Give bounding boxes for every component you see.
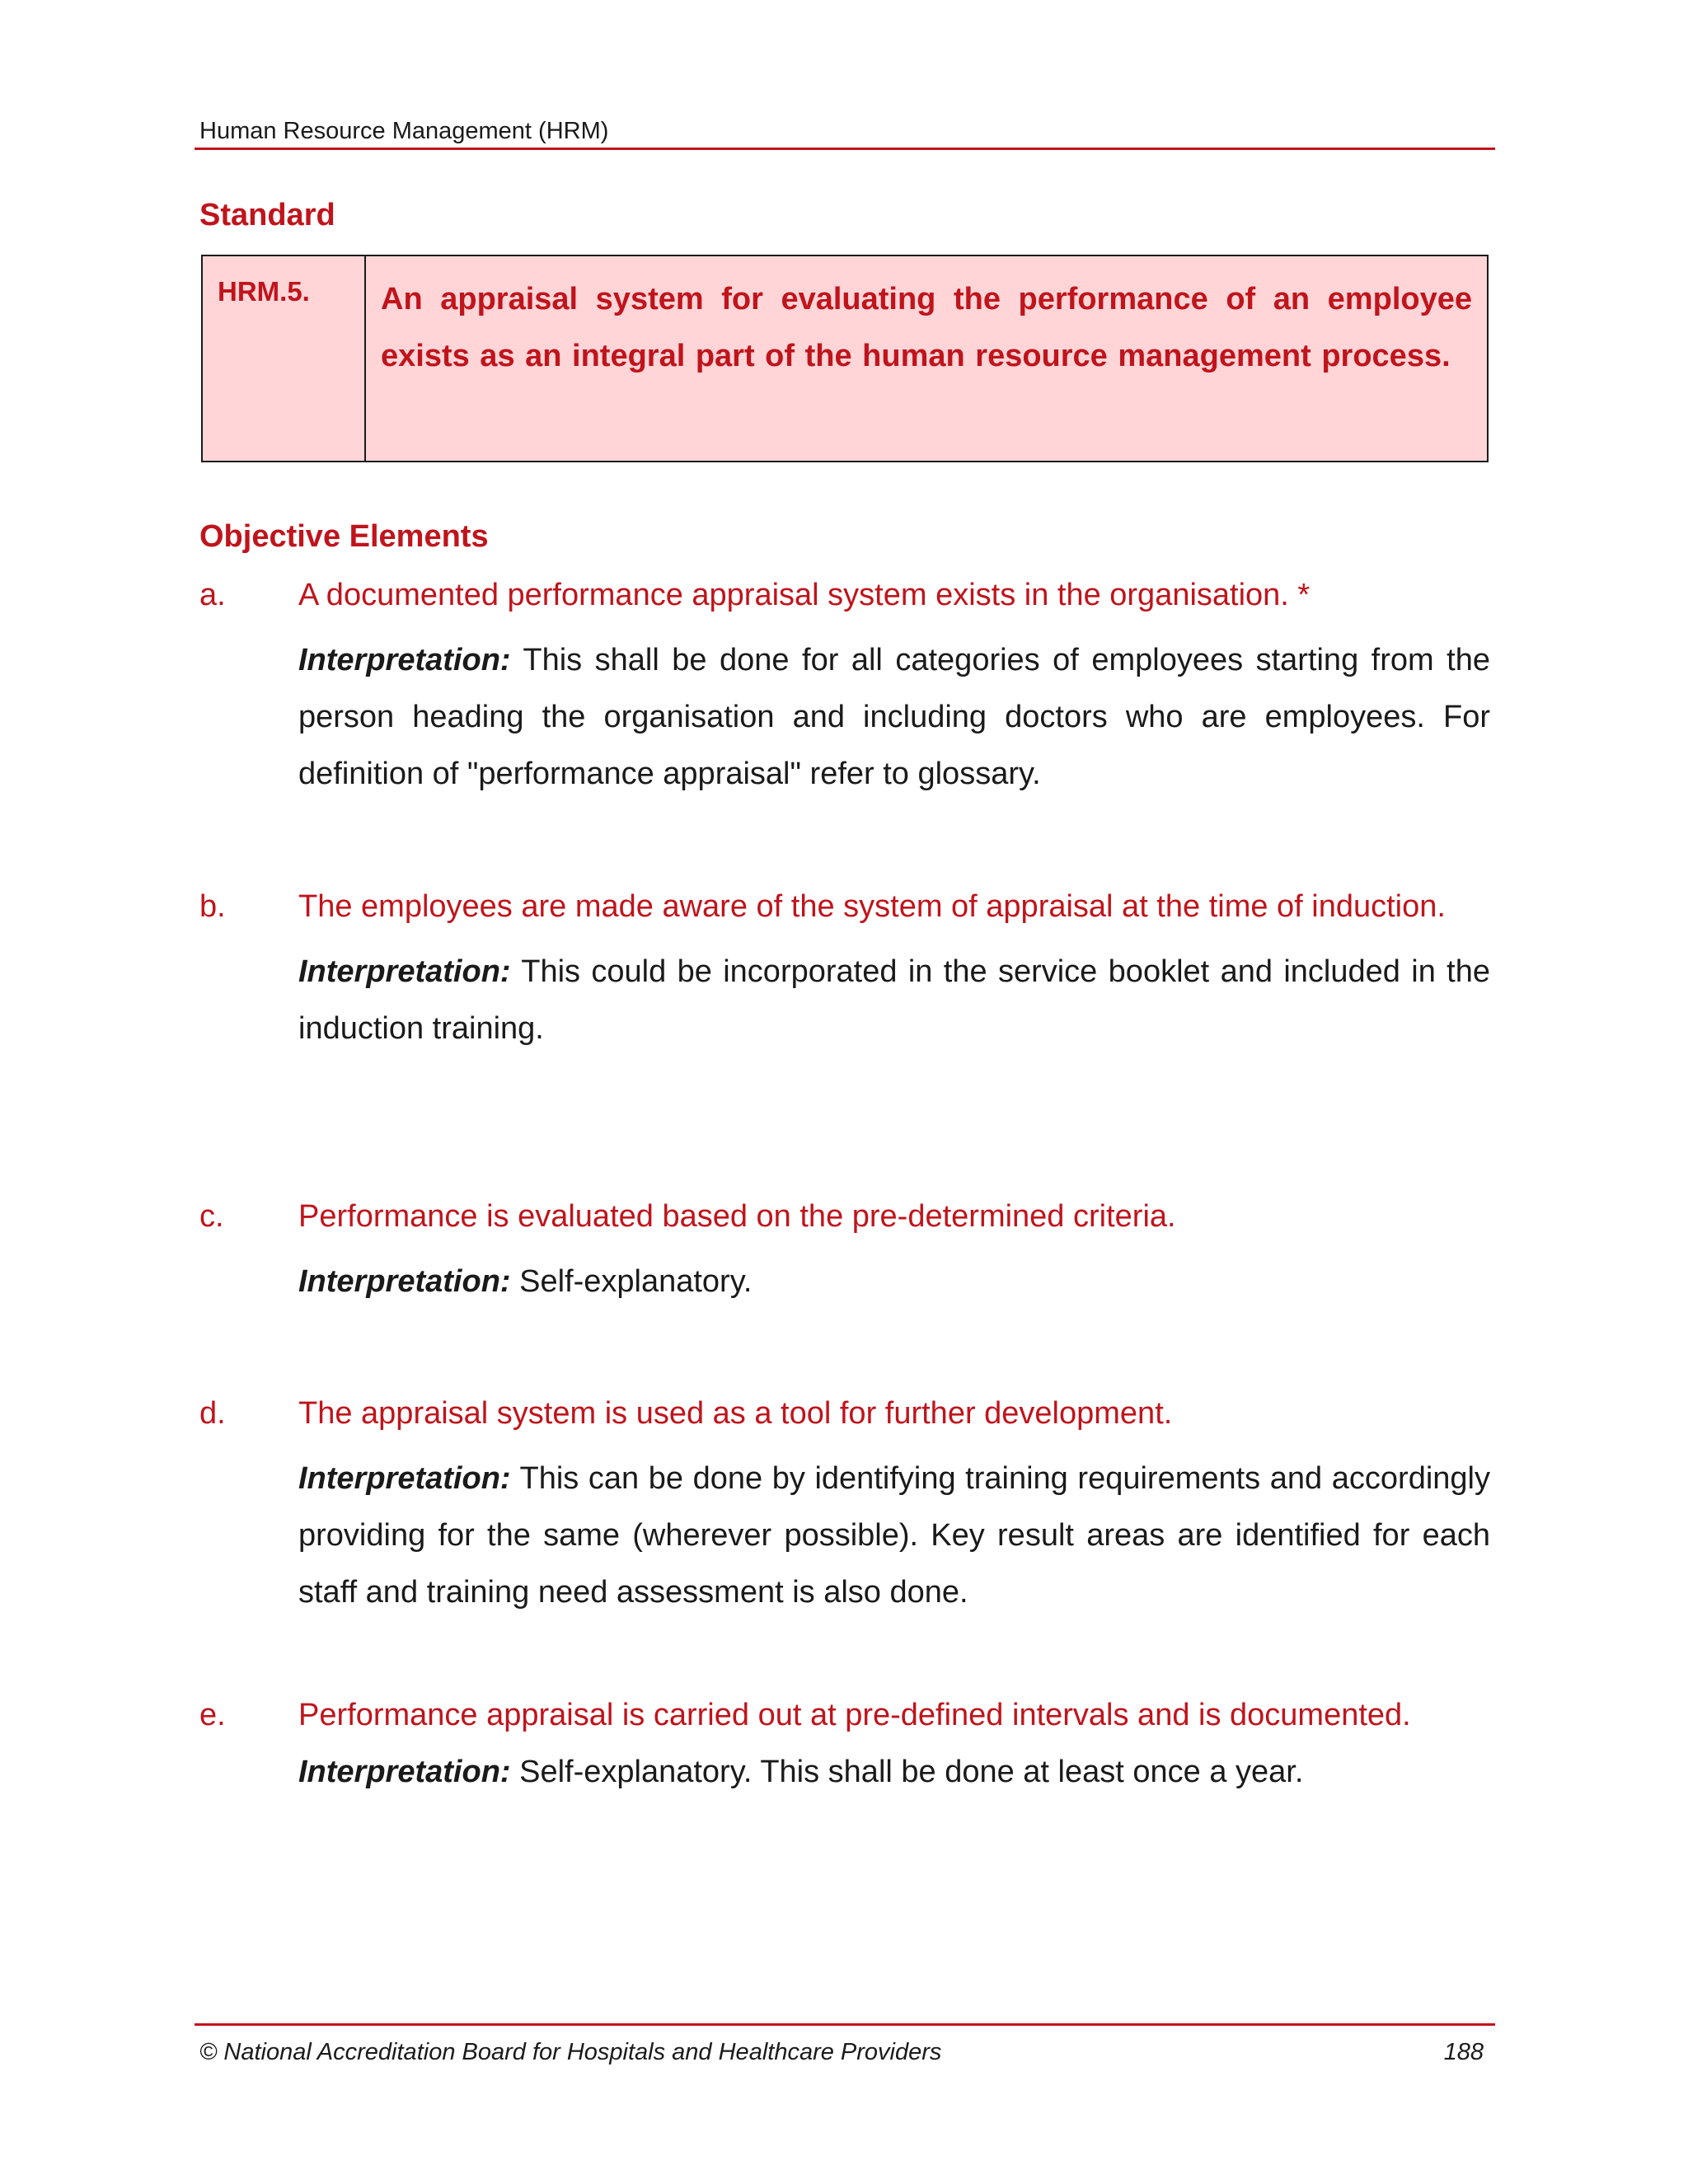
interpretation-label: Interpretation: [298,954,511,989]
interpretation-text: Self-explanatory. This shall be done at least once a year. [519,1755,1304,1789]
element-letter: d. [199,1396,226,1431]
objective-element-b [199,879,1490,1057]
objective-element-d [199,1385,1490,1621]
objective-element-a [199,567,1490,803]
element-letter: a. [199,578,226,612]
element-letter: e. [199,1698,226,1732]
objective-element-c [199,1188,1490,1310]
interpretation-label: Interpretation: [298,1461,511,1496]
interpretation-label: Interpretation: [298,1264,511,1299]
interpretation [298,632,1490,803]
interpretation-text: This can be done by identifying training requirements and accordingly providing for the same (wherever possible). Key result areas are identified for each staff and training need assessment is also done. [298,1461,1490,1610]
element-text: Performance appraisal is carried out at pre-defined intervals and is documented. [298,1698,1411,1732]
element-letter: c. [199,1199,224,1234]
header-divider [195,148,1495,150]
standard-heading: Standard [199,198,335,232]
element-text: A documented performance appraisal system exists in the organisation. * [298,578,1311,612]
interpretation [298,1744,1490,1801]
element-text: The appraisal system is used as a tool for further development. [298,1396,1173,1431]
standard-code: HRM.5. [203,256,366,461]
element-letter: b. [199,889,226,924]
page-number: 188 [1443,2039,1484,2065]
objective-elements-heading: Objective Elements [199,519,489,554]
interpretation-text: Self-explanatory. [519,1264,753,1299]
element-text: Performance is evaluated based on the pre-determined criteria. [298,1199,1176,1234]
objective-element-e [199,1687,1490,1801]
running-header: Human Resource Management (HRM) [199,118,609,144]
interpretation-label: Interpretation: [298,1755,511,1789]
standard-statement: An appraisal system for evaluating the performance of an employee exists as an integral part of the human resource management process. [381,282,1472,373]
interpretation-label: Interpretation: [298,643,511,677]
interpretation-text: This shall be done for all categories of employees starting from the person heading the organisation and including doctors who are employees. For definition of "performance appraisal" refer to glossary. [298,643,1490,791]
interpretation [298,1254,1490,1310]
standard-table [201,255,1489,462]
footer-divider [195,2023,1495,2026]
footer-copyright: © National Accreditation Board for Hospitals and Healthcare Providers [199,2039,942,2065]
element-text: The employees are made aware of the system of appraisal at the time of induction. [298,889,1446,924]
interpretation [298,1451,1490,1621]
interpretation-text: This could be incorporated in the service booklet and included in the induction training. [298,954,1491,1046]
interpretation [298,944,1490,1057]
